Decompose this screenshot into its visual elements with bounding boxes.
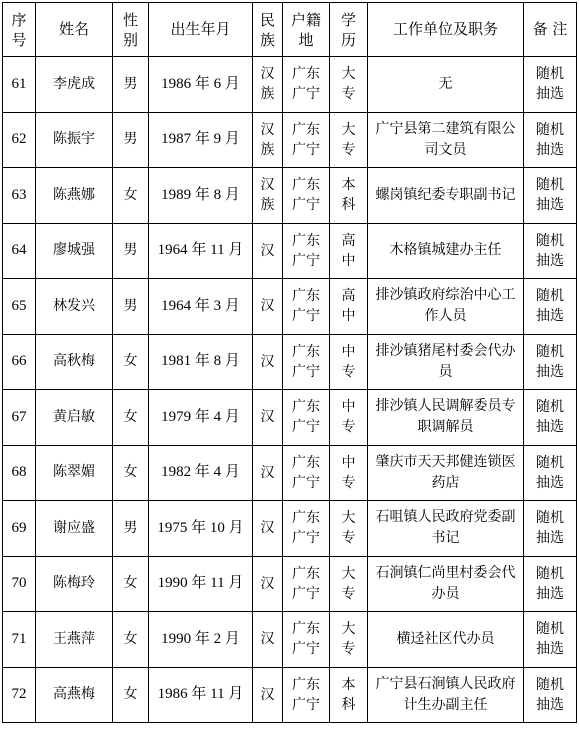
cell-ethnicity-text: 汉 [260, 409, 275, 426]
cell-remark-text: 随机抽选 [535, 177, 564, 214]
cell-work-text: 石涧镇仁尚里村委会代办员 [375, 564, 516, 602]
cell-work [368, 390, 524, 446]
table-row [3, 279, 577, 335]
cell-birth: 1975 年 10 月 [149, 501, 253, 557]
cell-work [368, 612, 524, 668]
cell-work-text: 石咀镇人民政府党委副书记 [375, 509, 516, 547]
cell-work [368, 112, 524, 168]
header-hukou: 户籍地 [283, 3, 330, 57]
cell-remark [524, 667, 577, 723]
cell-hukou-text: 广东广宁 [291, 66, 320, 103]
cell-name: 林发兴 [36, 279, 113, 335]
cell-birth: 1964 年 11 月 [149, 223, 253, 279]
cell-gender: 男 [113, 501, 149, 557]
cell-gender: 女 [113, 168, 149, 224]
cell-seq: 66 [3, 334, 36, 390]
table-row [3, 556, 577, 612]
cell-ethnicity-text: 汉 [260, 631, 275, 648]
cell-gender: 女 [113, 390, 149, 446]
cell-remark-text: 随机抽选 [535, 454, 564, 491]
cell-education-text: 高中 [341, 288, 356, 325]
cell-ethnicity [253, 612, 283, 668]
cell-remark [524, 112, 577, 168]
cell-birth: 1990 年 2 月 [149, 612, 253, 668]
cell-gender: 女 [113, 667, 149, 723]
cell-seq: 63 [3, 168, 36, 224]
cell-seq: 62 [3, 112, 36, 168]
cell-hukou-text: 广东广宁 [291, 676, 320, 713]
table-row [3, 112, 577, 168]
cell-seq: 64 [3, 223, 36, 279]
cell-education-text: 高中 [341, 232, 356, 269]
cell-gender: 男 [113, 57, 149, 113]
cell-hukou [283, 112, 330, 168]
cell-education [330, 445, 368, 501]
cell-remark [524, 445, 577, 501]
cell-hukou [283, 501, 330, 557]
table-row [3, 390, 577, 446]
header-education: 学历 [330, 3, 368, 57]
cell-education-text: 中专 [341, 343, 356, 380]
table-row [3, 223, 577, 279]
cell-education [330, 667, 368, 723]
cell-hukou-text: 广东广宁 [291, 621, 320, 658]
cell-education-text: 中专 [341, 399, 356, 436]
cell-remark-text: 随机抽选 [535, 676, 564, 713]
table-row [3, 57, 577, 113]
header-birth: 出生年月 [149, 3, 253, 57]
cell-hukou-text: 广东广宁 [291, 232, 320, 269]
cell-gender: 女 [113, 556, 149, 612]
cell-remark [524, 57, 577, 113]
cell-work [368, 334, 524, 390]
cell-remark [524, 168, 577, 224]
cell-work-text: 木格镇城建办主任 [389, 242, 502, 259]
cell-name: 陈梅玲 [36, 556, 113, 612]
cell-birth: 1989 年 8 月 [149, 168, 253, 224]
cell-name: 高燕梅 [36, 667, 113, 723]
cell-education [330, 168, 368, 224]
cell-name: 黄启敏 [36, 390, 113, 446]
cell-work [368, 168, 524, 224]
table-row [3, 168, 577, 224]
table-row [3, 667, 577, 723]
cell-education-text: 大专 [341, 621, 356, 658]
cell-name: 廖城强 [36, 223, 113, 279]
cell-name: 王燕萍 [36, 612, 113, 668]
cell-hukou [283, 667, 330, 723]
cell-seq: 71 [3, 612, 36, 668]
cell-work-text: 排沙镇猪尾村委会代办员 [375, 342, 516, 380]
table-row [3, 334, 577, 390]
cell-gender: 女 [113, 612, 149, 668]
cell-education [330, 501, 368, 557]
cell-hukou [283, 223, 330, 279]
header-seq: 序号 [3, 3, 36, 57]
cell-remark-text: 随机抽选 [535, 343, 564, 380]
table-row [3, 445, 577, 501]
cell-birth: 1981 年 8 月 [149, 334, 253, 390]
cell-birth: 1990 年 11 月 [149, 556, 253, 612]
cell-ethnicity [253, 556, 283, 612]
cell-birth: 1986 年 6 月 [149, 57, 253, 113]
cell-remark-text: 随机抽选 [535, 288, 564, 325]
cell-ethnicity [253, 279, 283, 335]
cell-hukou [283, 445, 330, 501]
cell-hukou-text: 广东广宁 [291, 121, 320, 158]
cell-education [330, 57, 368, 113]
cell-work [368, 667, 524, 723]
header-work: 工作单位及职务 [368, 3, 524, 57]
cell-ethnicity-text: 汉 [260, 242, 275, 259]
cell-work-text: 无 [438, 75, 453, 92]
cell-hukou-text: 广东广宁 [291, 399, 320, 436]
cell-birth: 1982 年 4 月 [149, 445, 253, 501]
cell-ethnicity [253, 112, 283, 168]
cell-remark [524, 223, 577, 279]
cell-education [330, 279, 368, 335]
cell-hukou-text: 广东广宁 [291, 565, 320, 602]
cell-work [368, 223, 524, 279]
table-row [3, 501, 577, 557]
header-name: 姓名 [36, 3, 113, 57]
cell-hukou [283, 390, 330, 446]
cell-education [330, 612, 368, 668]
cell-hukou-text: 广东广宁 [291, 343, 320, 380]
cell-hukou [283, 612, 330, 668]
cell-ethnicity [253, 667, 283, 723]
cell-gender: 女 [113, 445, 149, 501]
cell-ethnicity-text: 汉族 [260, 177, 275, 214]
cell-seq: 65 [3, 279, 36, 335]
cell-education-text: 中专 [341, 454, 356, 491]
cell-ethnicity-text: 汉 [260, 575, 275, 592]
cell-remark-text: 随机抽选 [535, 399, 564, 436]
cell-work-text: 排沙镇政府综治中心工作人员 [375, 287, 516, 325]
cell-ethnicity-text: 汉 [260, 464, 275, 481]
cell-seq: 61 [3, 57, 36, 113]
personnel-table [2, 2, 577, 723]
cell-work [368, 501, 524, 557]
cell-education-text: 大专 [341, 121, 356, 158]
cell-hukou [283, 556, 330, 612]
header-remark: 备 注 [524, 3, 577, 57]
cell-work-text: 肇庆市天天邦健连锁医药店 [375, 453, 516, 491]
cell-gender: 女 [113, 334, 149, 390]
cell-birth: 1979 年 4 月 [149, 390, 253, 446]
cell-education [330, 390, 368, 446]
cell-work-text: 螺岗镇纪委专职副书记 [375, 186, 516, 203]
cell-work [368, 445, 524, 501]
cell-birth: 1986 年 11 月 [149, 667, 253, 723]
cell-education-text: 本科 [341, 676, 356, 713]
header-ethnicity: 民族 [253, 3, 283, 57]
cell-work-text: 排沙镇人民调解委员专职调解员 [375, 398, 516, 436]
cell-ethnicity [253, 57, 283, 113]
cell-seq: 68 [3, 445, 36, 501]
cell-education-text: 大专 [341, 510, 356, 547]
cell-education [330, 556, 368, 612]
cell-education-text: 大专 [341, 565, 356, 602]
cell-birth: 1987 年 9 月 [149, 112, 253, 168]
cell-hukou-text: 广东广宁 [291, 510, 320, 547]
cell-hukou-text: 广东广宁 [291, 454, 320, 491]
cell-ethnicity [253, 168, 283, 224]
cell-ethnicity-text: 汉族 [260, 66, 275, 103]
cell-work-text: 横迳社区代办员 [396, 630, 495, 647]
cell-remark-text: 随机抽选 [535, 121, 564, 158]
cell-remark [524, 501, 577, 557]
cell-education-text: 本科 [341, 177, 356, 214]
cell-gender: 男 [113, 112, 149, 168]
cell-name: 谢应盛 [36, 501, 113, 557]
cell-remark-text: 随机抽选 [535, 66, 564, 103]
cell-education [330, 334, 368, 390]
cell-remark-text: 随机抽选 [535, 510, 564, 547]
cell-remark [524, 556, 577, 612]
cell-remark [524, 279, 577, 335]
cell-remark [524, 612, 577, 668]
cell-ethnicity [253, 390, 283, 446]
cell-name: 李虎成 [36, 57, 113, 113]
cell-hukou [283, 168, 330, 224]
cell-ethnicity [253, 445, 283, 501]
cell-ethnicity [253, 501, 283, 557]
cell-ethnicity-text: 汉 [260, 520, 275, 537]
cell-remark [524, 390, 577, 446]
table-row [3, 612, 577, 668]
cell-gender: 男 [113, 223, 149, 279]
cell-hukou-text: 广东广宁 [291, 177, 320, 214]
cell-ethnicity-text: 汉 [260, 298, 275, 315]
cell-name: 陈燕娜 [36, 168, 113, 224]
cell-name: 陈翠媚 [36, 445, 113, 501]
cell-ethnicity-text: 汉族 [260, 121, 275, 158]
cell-name: 高秋梅 [36, 334, 113, 390]
cell-hukou [283, 279, 330, 335]
cell-education [330, 112, 368, 168]
cell-work [368, 279, 524, 335]
cell-seq: 67 [3, 390, 36, 446]
cell-hukou [283, 57, 330, 113]
cell-hukou-text: 广东广宁 [291, 288, 320, 325]
cell-remark-text: 随机抽选 [535, 565, 564, 602]
cell-education [330, 223, 368, 279]
cell-seq: 70 [3, 556, 36, 612]
cell-work-text: 广宁县第二建筑有限公司文员 [375, 120, 516, 158]
table-body [3, 57, 577, 723]
cell-seq: 72 [3, 667, 36, 723]
cell-ethnicity [253, 334, 283, 390]
cell-education-text: 大专 [341, 66, 356, 103]
header-gender: 性别 [113, 3, 149, 57]
cell-remark-text: 随机抽选 [535, 621, 564, 658]
cell-remark-text: 随机抽选 [535, 232, 564, 269]
cell-work [368, 556, 524, 612]
cell-remark [524, 334, 577, 390]
cell-name: 陈振宇 [36, 112, 113, 168]
cell-ethnicity-text: 汉 [260, 686, 275, 703]
cell-work [368, 57, 524, 113]
cell-work-text: 广宁县石涧镇人民政府计生办副主任 [375, 675, 516, 713]
cell-birth: 1964 年 3 月 [149, 279, 253, 335]
cell-hukou [283, 334, 330, 390]
cell-seq: 69 [3, 501, 36, 557]
cell-ethnicity [253, 223, 283, 279]
cell-ethnicity-text: 汉 [260, 353, 275, 370]
header-row [3, 3, 577, 57]
cell-gender: 男 [113, 279, 149, 335]
